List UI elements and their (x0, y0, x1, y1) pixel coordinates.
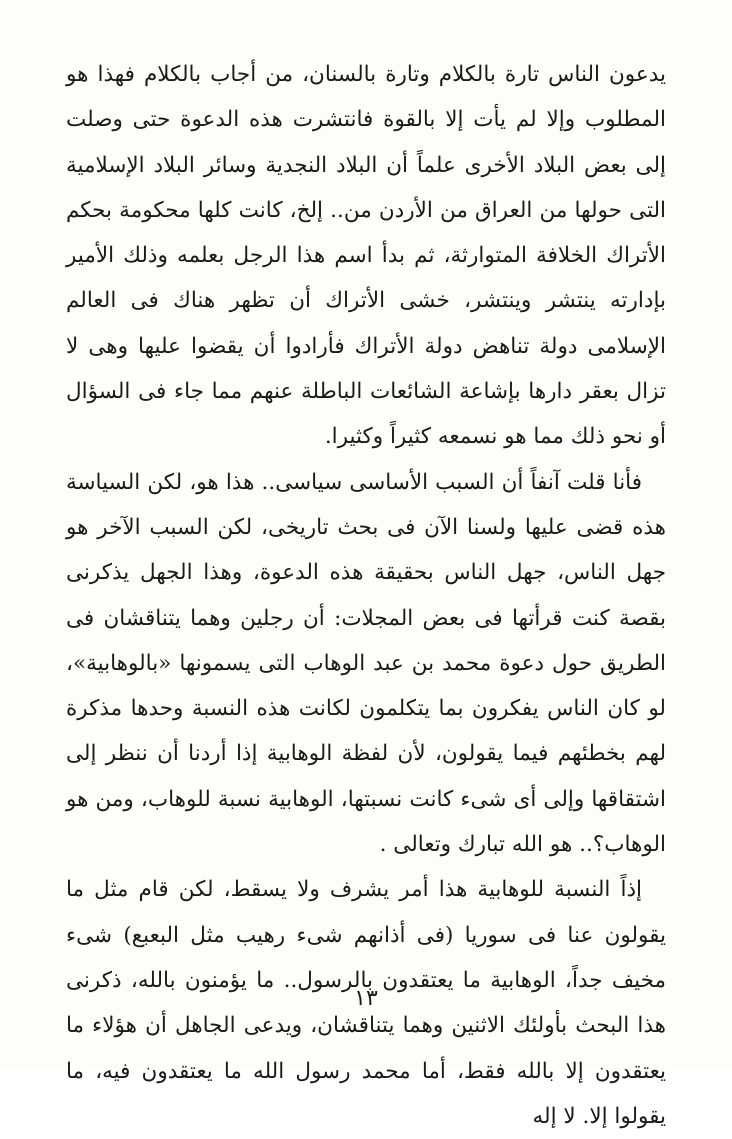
page-number: ١٣ (354, 986, 378, 1011)
paragraph-3: إذاً النسبة للوهابية هذا أمر يشرف ولا يسقط، لكن قام مثل ما يقولون عنا فى سوريا (فى أذانهم شىء رهيب مثل البعبع) شىء مخيف جداً، الوهابية ما يعتقدون بالرسول.. ما يؤمنون بالله، ذكرنى هذا البحث بأولئك الاثنين وهما يتناقشان، ويدعى الجاهل أن هؤلاء ما يعتقدون إلا بالله فقط، أما محمد رسول الله ما يعتقدون فيه، ما يقولوا إلا. لا إله (66, 877, 666, 1129)
paragraph-1: يدعون الناس تارة بالكلام وتارة بالسنان، من أجاب بالكلام فهذا هو المطلوب وإلا لم يأت إلا بالقوة فانتشرت هذه الدعوة حتى وصلت إلى بعض البلاد الأخرى علماً أن البلاد النجدية وسائر البلاد الإسلامية التى حولها من العراق من الأردن من.. إلخ، كانت كلها محكومة بحكم الأتراك الخلافة المتوارثة، ثم بدأ اسم هذا الرجل بعلمه وذلك الأمير بإدارته ينتشر وينتشر، خشى الأتراك أن تظهر هناك فى العالم الإسلامى دولة تناهض دولة الأتراك فأرادوا أن يقضوا عليها وهى لا تزال بعقر دارها بإشاعة الشائعات الباطلة عنهم مما جاء فى السؤال أو نحو ذلك مما هو نسمعه كثيراً وكثيرا. (66, 62, 666, 450)
body-text (66, 52, 666, 1139)
paragraph-2: فأنا قلت آنفاً أن السبب الأساسى سياسى.. هذا هو، لكن السياسة هذه قضى عليها ولسنا الآن فى بحث تاريخى، لكن السبب الآخر هو جهل الناس، جهل الناس بحقيقة هذه الدعوة، وهذا الجهل يذكرنى بقصة كنت قرأتها فى بعض المجلات: أن رجلين وهما يتناقشان فى الطريق حول دعوة محمد بن عبد الوهاب التى يسمونها «بالوهابية»، لو كان الناس يفكرون بما يتكلمون لكانت هذه النسبة وحدها مذكرة لهم بخطئهم فيما يقولون، لأن لفظة الوهابية إذا أردنا أن ننظر إلى اشتقاقها وإلى أى شىء كانت نسبتها، الوهابية نسبة للوهاب، ومن هو الوهاب؟.. هو الله تبارك وتعالى . (66, 469, 666, 858)
